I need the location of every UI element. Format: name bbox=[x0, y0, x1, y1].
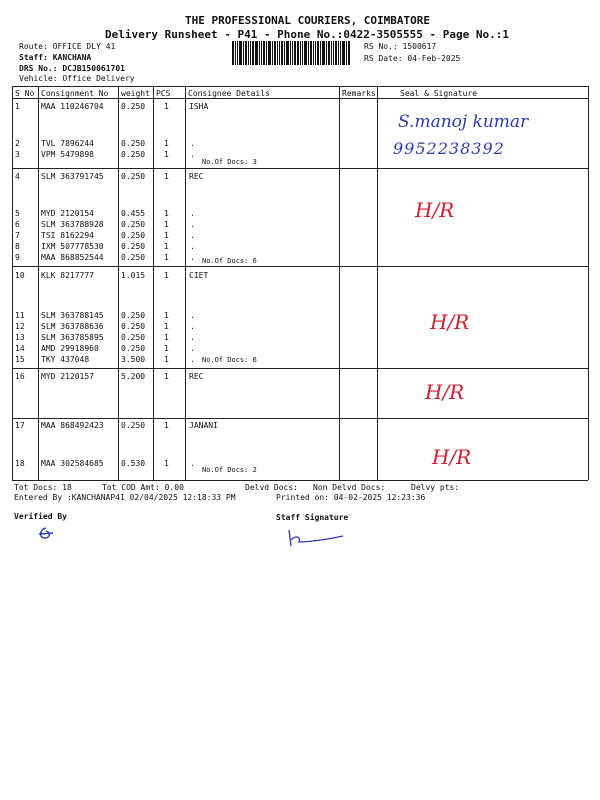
col-consignee: Consignee Details bbox=[188, 89, 270, 98]
row-sno: 11 bbox=[15, 311, 25, 320]
handwritten-hr-4: H/R bbox=[432, 445, 472, 469]
row-sno: 7 bbox=[15, 231, 20, 240]
non-delvd-docs: Non Delvd Docs: bbox=[313, 483, 386, 492]
row-sno: 17 bbox=[15, 421, 25, 430]
handwritten-hr-3: H/R bbox=[425, 380, 465, 404]
printed-on: Printed on: 04-02-2025 12:23:36 bbox=[276, 493, 426, 502]
row-consignment-no: KLK 8217777 bbox=[41, 271, 94, 280]
row-sno: 4 bbox=[15, 172, 20, 181]
row-consignee-mark: . bbox=[190, 311, 195, 320]
row-sno: 9 bbox=[15, 253, 20, 262]
col-consignment: Consignment No bbox=[41, 89, 109, 98]
row-weight: 0.250 bbox=[121, 344, 146, 353]
col-sno: S No bbox=[15, 89, 35, 98]
row-weight: 0.250 bbox=[121, 102, 146, 111]
staff-signature-label: Staff Signature bbox=[276, 513, 349, 522]
row-pcs: 1 bbox=[164, 344, 169, 353]
drs-number: DRS No.: DCJB150061701 bbox=[19, 64, 125, 73]
row-consignee: CIET bbox=[189, 271, 209, 280]
row-consignee-mark: . bbox=[190, 139, 195, 148]
row-weight: 3.500 bbox=[121, 355, 146, 364]
row-consignee: REC bbox=[189, 372, 204, 381]
row-pcs: 1 bbox=[164, 355, 169, 364]
delvd-docs: Delvd Docs: bbox=[245, 483, 298, 492]
staff-signature-scribble bbox=[285, 528, 347, 548]
row-consignment-no: AMD 29918960 bbox=[41, 344, 99, 353]
row-consignee-mark: . bbox=[190, 242, 195, 251]
row-consignee-mark: . bbox=[190, 355, 195, 364]
row-weight: 0.250 bbox=[121, 421, 146, 430]
delivery-points: Delvy pts: bbox=[411, 483, 460, 492]
row-pcs: 1 bbox=[164, 242, 169, 251]
verified-by-label: Verified By bbox=[14, 512, 67, 521]
group-docs-count: No.Of Docs: 6 bbox=[202, 257, 257, 265]
row-consignee-mark: . bbox=[190, 344, 195, 353]
col-seal-signature: Seal & Signature bbox=[400, 89, 478, 98]
runsheet-title: Delivery Runsheet - P41 - Phone No.:0422-3505555 - Page No.:1 bbox=[105, 28, 509, 41]
row-consignment-no: SLM 363788928 bbox=[41, 220, 104, 229]
row-weight: 0.250 bbox=[121, 333, 146, 342]
row-weight: 0.250 bbox=[121, 253, 146, 262]
row-consignment-no: TSI 8162294 bbox=[41, 231, 94, 240]
group-docs-count: No.Of Docs: 6 bbox=[202, 356, 257, 364]
row-consignment-no: MAA 868492423 bbox=[41, 421, 104, 430]
company-name: THE PROFESSIONAL COURIERS, COIMBATORE bbox=[185, 14, 431, 27]
col-remarks: Remarks bbox=[342, 89, 376, 98]
row-sno: 18 bbox=[15, 459, 25, 468]
row-consignment-no: SLM 363788636 bbox=[41, 322, 104, 331]
row-consignee: JANANI bbox=[189, 421, 218, 430]
route: Route: OFFICE DLY 41 bbox=[19, 42, 116, 51]
handwritten-phone: 9952238392 bbox=[393, 139, 505, 158]
handwritten-name: S.manoj kumar bbox=[398, 112, 529, 132]
row-pcs: 1 bbox=[164, 172, 169, 181]
row-pcs: 1 bbox=[164, 322, 169, 331]
row-sno: 15 bbox=[15, 355, 25, 364]
row-weight: 0.250 bbox=[121, 311, 146, 320]
row-consignee-mark: . bbox=[190, 459, 195, 468]
row-weight: 0.250 bbox=[121, 220, 146, 229]
col-weight: weight bbox=[121, 89, 150, 98]
row-sno: 1 bbox=[15, 102, 20, 111]
row-weight: 5.200 bbox=[121, 372, 146, 381]
row-consignee-mark: . bbox=[190, 209, 195, 218]
handwritten-hr-1: H/R bbox=[415, 198, 455, 222]
row-sno: 6 bbox=[15, 220, 20, 229]
row-weight: 0.250 bbox=[121, 242, 146, 251]
row-consignment-no: SLM 363785895 bbox=[41, 333, 104, 342]
verifier-signature bbox=[36, 526, 56, 544]
row-consignment-no: MAA 302584685 bbox=[41, 459, 104, 468]
entered-by: Entered By :KANCHANAP41 02/04/2025 12:18:33 PM bbox=[14, 493, 236, 502]
handwritten-hr-2: H/R bbox=[430, 310, 470, 334]
row-pcs: 1 bbox=[164, 209, 169, 218]
row-pcs: 1 bbox=[164, 102, 169, 111]
row-pcs: 1 bbox=[164, 333, 169, 342]
row-consignee-mark: . bbox=[190, 231, 195, 240]
row-sno: 12 bbox=[15, 322, 25, 331]
row-consignee-mark: . bbox=[190, 322, 195, 331]
barcode bbox=[232, 41, 360, 65]
row-sno: 16 bbox=[15, 372, 25, 381]
row-sno: 10 bbox=[15, 271, 25, 280]
rs-date: RS Date: 04-Feb-2025 bbox=[364, 54, 461, 63]
row-weight: 1.015 bbox=[121, 271, 146, 280]
row-sno: 3 bbox=[15, 150, 20, 159]
row-sno: 5 bbox=[15, 209, 20, 218]
row-weight: 0.455 bbox=[121, 209, 146, 218]
row-pcs: 1 bbox=[164, 372, 169, 381]
row-sno: 8 bbox=[15, 242, 20, 251]
row-pcs: 1 bbox=[164, 139, 169, 148]
row-consignee: REC bbox=[189, 172, 204, 181]
row-sno: 14 bbox=[15, 344, 25, 353]
row-consignment-no: MAA 868852544 bbox=[41, 253, 104, 262]
row-consignment-no: MYD 2120157 bbox=[41, 372, 94, 381]
row-weight: 0.250 bbox=[121, 231, 146, 240]
group-docs-count: No.Of Docs: 3 bbox=[202, 158, 257, 166]
row-consignee-mark: . bbox=[190, 333, 195, 342]
row-pcs: 1 bbox=[164, 231, 169, 240]
row-pcs: 1 bbox=[164, 220, 169, 229]
row-consignment-no: VPM 5479898 bbox=[41, 150, 94, 159]
row-weight: 0.250 bbox=[121, 150, 146, 159]
row-weight: 0.530 bbox=[121, 459, 146, 468]
row-consignment-no: TKY 437048 bbox=[41, 355, 90, 364]
row-weight: 0.250 bbox=[121, 172, 146, 181]
row-pcs: 1 bbox=[164, 421, 169, 430]
row-consignee-mark: . bbox=[190, 253, 195, 262]
staff: Staff: KANCHANA bbox=[19, 53, 92, 62]
row-consignment-no: MYD 2120154 bbox=[41, 209, 94, 218]
row-consignment-no: TVL 7896244 bbox=[41, 139, 94, 148]
row-consignment-no: IXM 507778530 bbox=[41, 242, 104, 251]
col-pcs: PCS bbox=[156, 89, 171, 98]
row-pcs: 1 bbox=[164, 459, 169, 468]
row-consignee: ISHA bbox=[189, 102, 209, 111]
row-pcs: 1 bbox=[164, 271, 169, 280]
row-sno: 2 bbox=[15, 139, 20, 148]
rs-number: RS No.: 1500617 bbox=[364, 42, 437, 51]
row-weight: 0.250 bbox=[121, 139, 146, 148]
row-weight: 0.250 bbox=[121, 322, 146, 331]
row-pcs: 1 bbox=[164, 311, 169, 320]
row-consignee-mark: . bbox=[190, 220, 195, 229]
group-docs-count: No.Of Docs: 2 bbox=[202, 466, 257, 474]
tot-cod-amount: Tot COD Amt: 0.00 bbox=[102, 483, 184, 492]
row-pcs: 1 bbox=[164, 253, 169, 262]
row-pcs: 1 bbox=[164, 150, 169, 159]
vehicle: Vehicle: Office Delivery bbox=[19, 74, 135, 83]
row-consignment-no: SLM 363788145 bbox=[41, 311, 104, 320]
row-sno: 13 bbox=[15, 333, 25, 342]
tot-docs: Tot Docs: 18 bbox=[14, 483, 72, 492]
row-consignment-no: SLM 363791745 bbox=[41, 172, 104, 181]
row-consignee-mark: . bbox=[190, 150, 195, 159]
row-consignment-no: MAA 110246704 bbox=[41, 102, 104, 111]
